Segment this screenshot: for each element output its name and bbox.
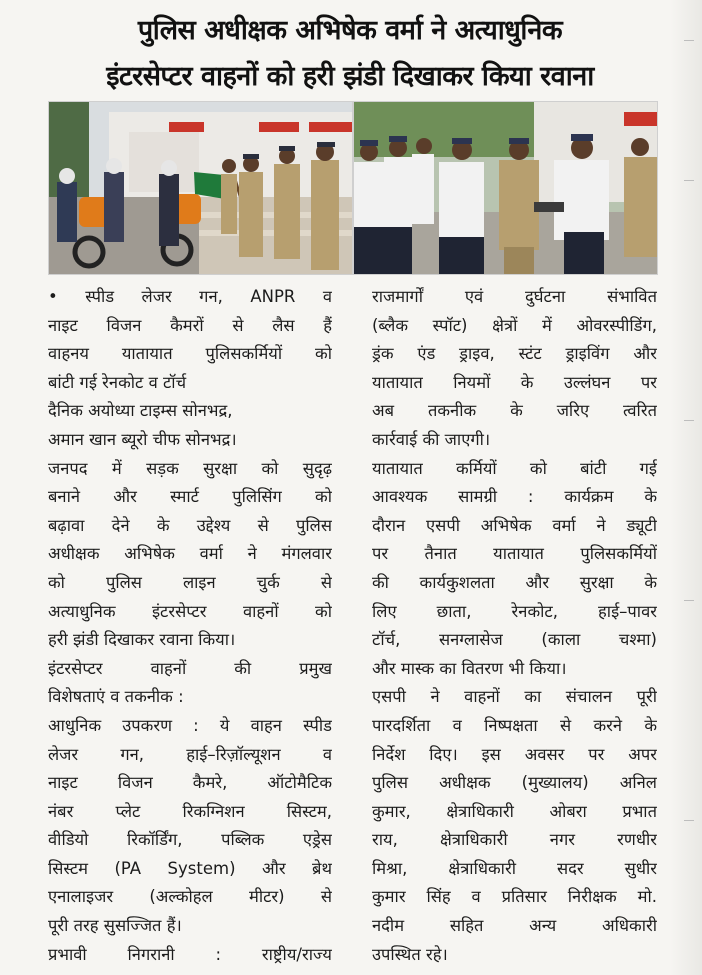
article-line: कुमार सिंह व प्रतिसार निरीक्षक मो. — [372, 887, 657, 907]
article-line: मिश्रा, क्षेत्राधिकारी सदर सुधीर — [372, 858, 657, 878]
article-line: (ब्लैक स्पॉट) क्षेत्रों में ओवरस्पीडिंग, — [372, 315, 657, 335]
article-column-right — [372, 283, 657, 969]
article-line: नाइट विजन कैमरे, ऑटोमैटिक — [48, 773, 332, 793]
article-line: लेजर गन, हाई–रिज़ॉल्यूशन व — [48, 744, 332, 764]
edge-mark — [684, 420, 694, 421]
edge-mark — [684, 40, 694, 41]
article-line: बांटी गई रेनकोट व टॉर्च — [48, 372, 187, 392]
article-line: एसपी ने वाहनों का संचालन पूरी — [372, 687, 657, 707]
page-edge — [670, 0, 702, 975]
article-line: आधुनिक उपकरण : ये वाहन स्पीड — [48, 715, 332, 735]
article-line: और मास्क का वितरण भी किया। — [372, 658, 567, 678]
article-line: अत्याधुनिक इंटरसेप्टर वाहनों को — [48, 601, 332, 621]
article-line: जनपद में सड़क सुरक्षा को सुदृढ़ — [48, 458, 332, 478]
headline-line-1: पुलिस अधीक्षक अभिषेक वर्मा ने अत्याधुनिक — [137, 15, 563, 46]
article-line: आवश्यक सामग्री : कार्यक्रम के — [372, 487, 657, 507]
article-line: वाहनय यातायात पुलिसकर्मियों को — [48, 344, 332, 364]
article-column-left — [48, 283, 332, 969]
article-line: बनाने और स्मार्ट पुलिसिंग को — [48, 487, 332, 507]
section-heading: इंटरसेप्टर वाहनों की प्रमुख — [48, 658, 332, 678]
article-line: यातायात नियमों के उल्लंघन पर — [372, 372, 657, 392]
article-line: लिए छाता, रेनकोट, हाई–पावर — [372, 601, 657, 621]
article-line: कुमार, क्षेत्राधिकारी ओबरा प्रभात — [372, 801, 657, 821]
article-line: अब तकनीक के जरिए त्वरित — [372, 401, 657, 421]
edge-mark — [684, 180, 694, 181]
article-line: राजमार्गों एवं दुर्घटना संभावित — [372, 287, 657, 306]
article-line: एनालाइजर (अल्कोहल मीटर) से — [48, 887, 332, 907]
flag-off-photo — [48, 101, 353, 275]
article-line: प्रभावी निगरानी : राष्ट्रीय/राज्य — [48, 944, 332, 964]
article-line: उपस्थित रहे। — [372, 944, 448, 964]
article-line: सिस्टम (PA System) और ब्रेथ — [48, 858, 332, 878]
article-line: बढ़ावा देने के उद्देश्य से पुलिस — [48, 515, 332, 535]
equipment-distribution-photo — [353, 101, 658, 275]
article-line: नंबर प्लेट रिकग्निशन सिस्टम, — [48, 801, 332, 821]
article-line: नाइट विजन कैमरों से लैस हैं — [48, 315, 332, 335]
article-line: ड्रंक एंड ड्राइव, स्टंट ड्राइविंग और — [372, 344, 657, 364]
edge-mark — [684, 820, 694, 821]
article-line: • स्पीड लेजर गन, ANPR व — [48, 287, 332, 306]
article-line: टॉर्च, सनग्लासेज (काला चश्मा) — [372, 630, 657, 650]
article-line: नदीम सहित अन्य अधिकारी — [372, 916, 657, 936]
article-line: राय, क्षेत्राधिकारी नगर रणधीर — [372, 830, 657, 850]
article-line: पूरी तरह सुसज्जित हैं। — [48, 916, 182, 936]
article-line: दौरान एसपी अभिषेक वर्मा ने ड्यूटी — [372, 515, 657, 535]
article-line: को पुलिस लाइन चुर्क से — [48, 572, 332, 592]
article-line: अधीक्षक अभिषेक वर्मा ने मंगलवार — [48, 544, 332, 564]
article-line: हरी झंडी दिखाकर रवाना किया। — [48, 630, 236, 650]
article-line: पर तैनात यातायात पुलिसकर्मियों — [372, 544, 657, 564]
edge-mark — [684, 600, 694, 601]
article-line: की कार्यकुशलता और सुरक्षा के — [372, 572, 657, 592]
byline-line: अमान खान ब्यूरो चीफ सोनभद्र। — [48, 429, 237, 449]
section-heading: विशेषताएं व तकनीक : — [48, 687, 184, 707]
section-heading: यातायात कर्मियों को बांटी गई — [372, 458, 657, 478]
article-line: पुलिस अधीक्षक (मुख्यालय) अनिल — [372, 773, 657, 793]
article-line: वीडियो रिकॉर्डिंग, पब्लिक एड्रेस — [48, 830, 332, 850]
byline-line: दैनिक अयोध्या टाइम्स सोनभद्र, — [48, 401, 233, 421]
headline-line-2: इंटरसेप्टर वाहनों को हरी झंडी दिखाकर किया रवाना — [106, 61, 594, 92]
article-line: निर्देश दिए। इस अवसर पर अपर — [372, 744, 657, 764]
article-line: कार्रवाई की जाएगी। — [372, 429, 491, 449]
article-line: पारदर्शिता व निष्पक्षता से करने के — [372, 715, 657, 735]
